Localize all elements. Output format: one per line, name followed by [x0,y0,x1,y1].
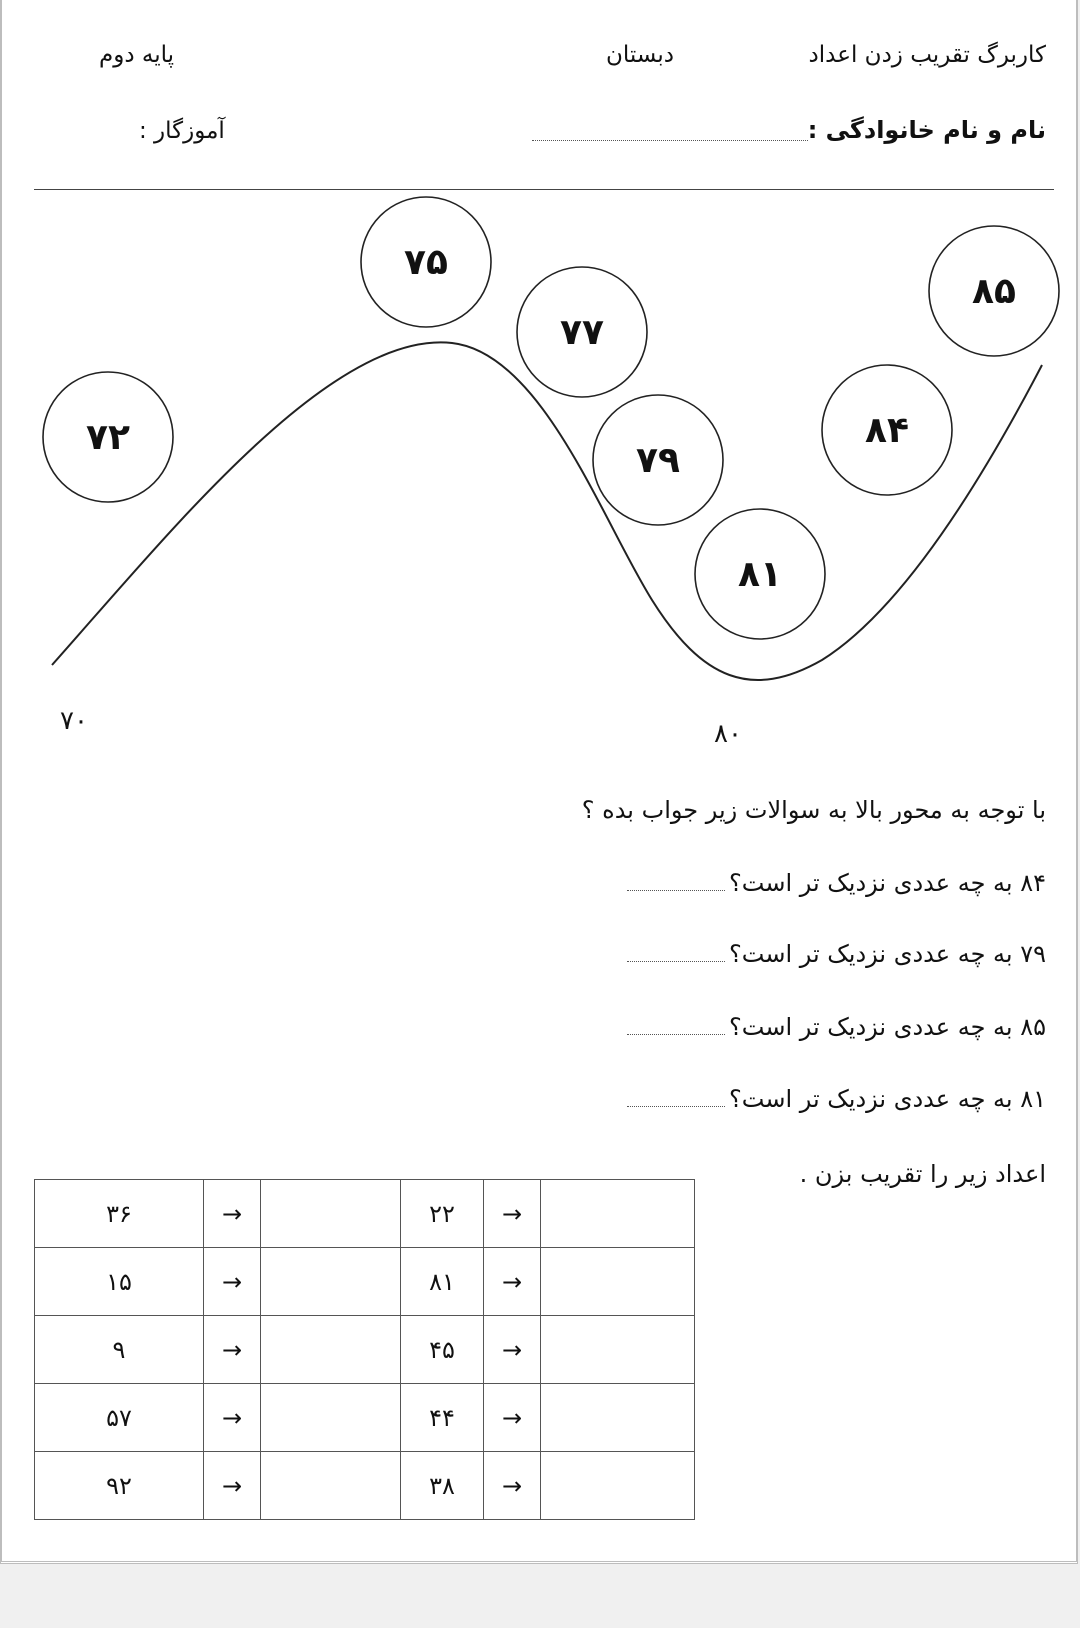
number-circle-label: ۸۱ [738,554,782,595]
question-text: ۷۹ به چه عددی نزدیک تر است؟ [729,940,1046,968]
table-row [35,1316,695,1384]
arrow-cell: → [484,1384,541,1452]
number-cell: ۳۸ [401,1452,484,1520]
answer-cell[interactable] [261,1316,401,1384]
answer-cell[interactable] [541,1316,695,1384]
answer-blank[interactable] [627,1106,725,1107]
question-item [627,1085,1046,1113]
number-cell: ۲۲ [401,1180,484,1248]
school-label: دبستان [606,42,675,68]
number-circle-label: ۸۴ [865,410,909,451]
table-row [35,1248,695,1316]
axis-label-80: ۸۰ [714,719,742,749]
table-instruction: اعداد زیر را تقریب بزن . [799,1160,1046,1188]
number-cell: ۴۴ [401,1384,484,1452]
question-item [627,940,1046,968]
teacher-label: آموزگار : [139,118,225,144]
answer-cell[interactable] [261,1452,401,1520]
answer-cell[interactable] [261,1384,401,1452]
question-text: ۸۱ به چه عددی نزدیک تر است؟ [729,1085,1046,1113]
answer-cell[interactable] [261,1248,401,1316]
number-cell: ۱۵ [35,1248,204,1316]
arrow-cell: → [204,1384,261,1452]
number-cell: ۳۶ [35,1180,204,1248]
number-cell: ۹ [35,1316,204,1384]
arrow-cell: → [484,1248,541,1316]
arrow-cell: → [484,1452,541,1520]
answer-cell[interactable] [541,1180,695,1248]
arrow-cell: → [204,1316,261,1384]
question-item [627,869,1046,897]
student-name-label: نام و نام خانوادگی : [807,116,1046,144]
arrow-cell: → [204,1180,261,1248]
axis-label-70: ۷۰ [60,706,88,736]
question-text: ۸۴ به چه عددی نزدیک تر است؟ [729,869,1046,897]
arrow-cell: → [484,1180,541,1248]
number-curve-figure [2,0,1080,780]
number-circle-label: ۷۵ [404,242,448,283]
number-cell: ۸۱ [401,1248,484,1316]
table-row [35,1384,695,1452]
number-circle-label: ۷۷ [560,312,604,353]
number-circle-label: ۷۹ [636,440,680,481]
number-circle-label: ۷۲ [86,417,130,458]
arrow-cell: → [484,1316,541,1384]
answer-cell[interactable] [541,1248,695,1316]
table-row [35,1452,695,1520]
rounding-table [34,1179,695,1520]
answer-cell[interactable] [541,1384,695,1452]
arrow-cell: → [204,1452,261,1520]
grade-label: پایه دوم [99,42,175,68]
number-circle-label: ۸۵ [972,271,1016,312]
number-cell: ۹۲ [35,1452,204,1520]
arrow-cell: → [204,1248,261,1316]
table-row [35,1180,695,1248]
question-text: ۸۵ به چه عددی نزدیک تر است؟ [729,1013,1046,1041]
answer-blank[interactable] [627,961,725,962]
answer-cell[interactable] [261,1180,401,1248]
question-item [627,1013,1046,1041]
answer-cell[interactable] [541,1452,695,1520]
answer-blank[interactable] [627,1034,725,1035]
number-cell: ۴۵ [401,1316,484,1384]
worksheet-title: کاربرگ تقریب زدن اعداد [808,42,1046,68]
answer-blank[interactable] [627,890,725,891]
questions-intro: با توجه به محور بالا به سوالات زیر جواب بده ؟ [581,796,1046,824]
number-cell: ۵۷ [35,1384,204,1452]
